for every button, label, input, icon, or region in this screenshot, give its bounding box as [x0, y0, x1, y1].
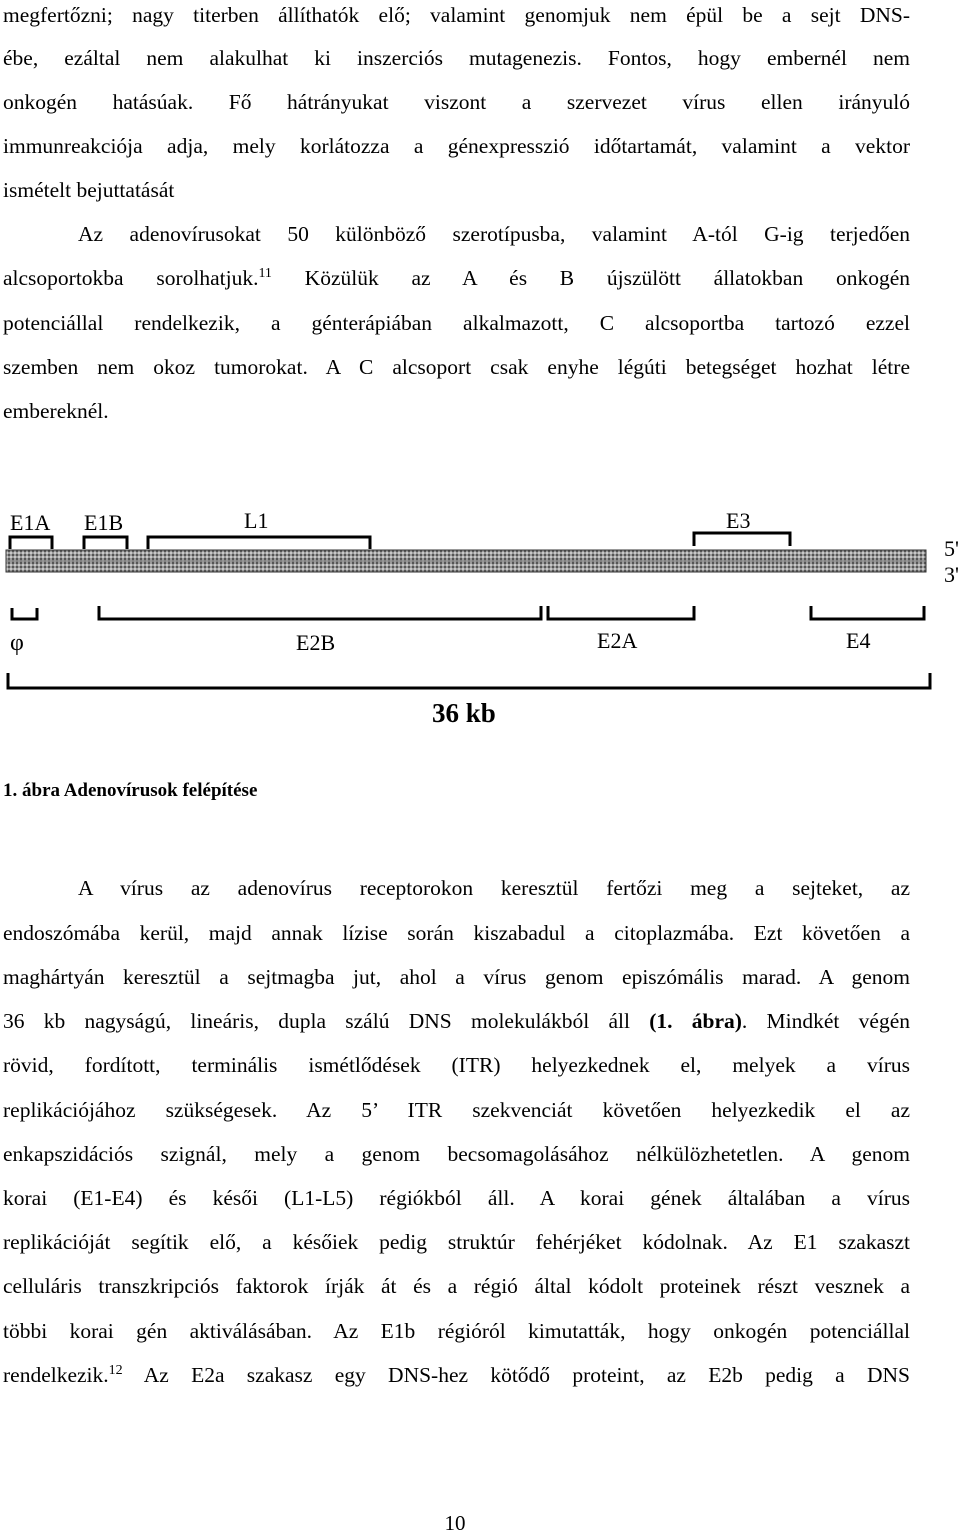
reference-12: 12 [108, 1362, 123, 1378]
bracket-phi [12, 608, 37, 619]
bottom-brackets [8, 606, 930, 688]
reference-11: 11 [258, 265, 272, 281]
label-e1a: E1A [10, 510, 51, 535]
paragraph1-line-4: immunreakciója adja, mely korlátozza a génexpresszió időtartamát, valamint a vektor [3, 134, 910, 158]
paragraph3-line-12-text: rendelkezik. [3, 1363, 109, 1387]
paragraph2-line-2-rest: Közülük az A és B újszülött állatokban onkogén [271, 266, 910, 290]
label-l1: L1 [244, 508, 269, 533]
paragraph1-line-1: megfertőzni; nagy titerben állíthatók elő; valamint genomjuk nem épül be a sejt DNS- [3, 3, 910, 27]
figure-reference: (1. ábra) [649, 1009, 742, 1033]
label-e1b: E1B [84, 510, 124, 535]
paragraph3-line-4-rest: . Mindkét végén [741, 1009, 910, 1033]
adenovirus-genome-diagram [0, 490, 960, 735]
paragraph2-line-2-text: alcsoportokba sorolhatjuk. [3, 266, 259, 290]
paragraph3-line-4 [3, 1006, 910, 1036]
bracket-l1 [148, 537, 370, 549]
bracket-e2a [548, 606, 694, 619]
bracket-e2b [99, 606, 541, 619]
label-e2a: E2A [597, 628, 638, 653]
paragraph3-line-11: többi korai gén aktiválásában. Az E1b régióról kimutatták, hogy onkogén potenciállal [3, 1319, 910, 1343]
paragraph3-line-6: replikációjához szükségesek. Az 5’ ITR szekvenciát követően helyezkedik el az [3, 1098, 910, 1122]
bracket-e1a [10, 537, 52, 549]
label-genome-size: 36 kb [432, 698, 496, 728]
paragraph3-line-7: enkapszidációs szignál, mely a genom becsomagolásához nélkülözhetetlen. A genom [3, 1142, 910, 1166]
bracket-genome-length [8, 673, 930, 688]
paragraph2-line-3: potenciállal rendelkezik, a génterápiában alkalmazott, C alcsoportba tartozó ezzel [3, 311, 910, 335]
paragraph1-line-3: onkogén hatásúak. Fő hátrányukat viszont a szervezet vírus ellen irányuló [3, 90, 910, 114]
label-e2b: E2B [296, 630, 336, 655]
bracket-e3 [694, 533, 790, 546]
bracket-e1b [84, 537, 127, 549]
label-e4: E4 [846, 628, 871, 653]
figure-caption: 1. ábra Adenovírusok felépítése [3, 780, 258, 801]
paragraph3-line-4-text: 36 kb nagyságú, lineáris, dupla szálú DNS molekulákból áll [3, 1009, 650, 1033]
paragraph3-line-5: rövid, fordított, terminális ismétlődések (ITR) helyezkednek el, melyek a vírus [3, 1053, 910, 1077]
paragraph3-line-3: maghártyán keresztül a sejtmagba jut, ahol a vírus genom episzómális marad. A genom [3, 965, 910, 989]
label-phi: φ [10, 630, 24, 656]
paragraph3-line-9: replikációját segítik elő, a későiek pedig struktúr fehérjéket kódolnak. Az E1 szakaszt [3, 1230, 910, 1254]
label-3-prime: 3' [944, 562, 959, 587]
paragraph2-line-5: embereknél. [3, 399, 109, 423]
paragraph3-line-12-rest: Az E2a szakasz egy DNS-hez kötődő proteint, az E2b pedig a DNS [122, 1363, 910, 1387]
paragraph3-line-1: A vírus az adenovírus receptorokon keresztül fertőzi meg a sejteket, az [78, 876, 910, 900]
paragraph2-line-2 [3, 263, 910, 293]
paragraph2-line-4: szemben nem okoz tumorokat. A C alcsoport csak enyhe légúti betegséget hozhat létre [3, 355, 910, 379]
paragraph2-line-1: Az adenovírusokat 50 különböző szerotípusba, valamint A-tól G-ig terjedően [78, 222, 910, 246]
paragraph3-line-10: celluláris transzkripciós faktorok írják át és a régió által kódolt proteinek részt vesznek a [3, 1274, 910, 1298]
label-5-prime: 5' [944, 536, 959, 561]
label-e3: E3 [726, 508, 751, 533]
paragraph3-line-8: korai (E1-E4) és késői (L1-L5) régiókból áll. A korai gének általában a vírus [3, 1186, 910, 1210]
paragraph1-line-5: ismételt bejuttatását [3, 178, 175, 202]
paragraph1-line-2: ébe, ezáltal nem alakulhat ki inszerciós mutagenezis. Fontos, hogy embernél nem [3, 46, 910, 70]
bracket-e4 [811, 606, 924, 619]
top-brackets [10, 533, 790, 549]
paragraph3-line-12 [3, 1360, 910, 1390]
page-number: 10 [444, 1511, 466, 1535]
paragraph3-line-2: endoszómába kerül, majd annak lízise során kiszabadul a citoplazmába. Ezt követően a [3, 921, 910, 945]
